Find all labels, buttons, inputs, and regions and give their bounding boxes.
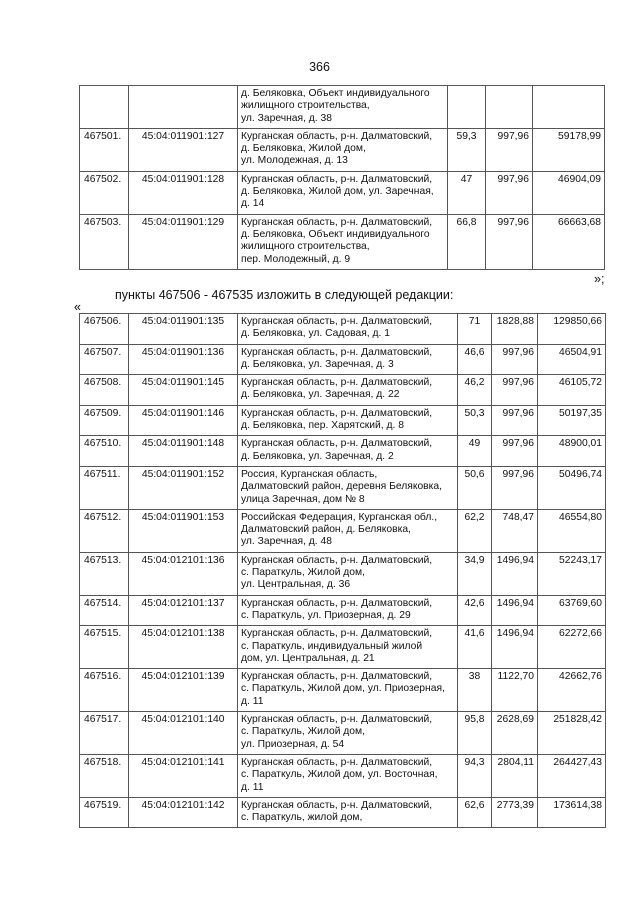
- row-number-cell: 467519.: [80, 797, 129, 828]
- cadastral-number-cell: 45:04:011901:145: [129, 375, 238, 406]
- area-cell: 38: [458, 669, 492, 712]
- area-cell: 71: [458, 314, 492, 345]
- area-cell: 46,2: [458, 375, 492, 406]
- address-cell: Курганская область, р-н. Далматовский, д. Беляковка, ул. Садовая, д. 1: [238, 314, 458, 345]
- address-cell: Курганская область, р-н. Далматовский, д. Беляковка, Объект индивидуального жилищного строительства, пер. Молодежный, д. 9: [238, 214, 448, 269]
- table-row: [80, 86, 605, 129]
- area-cell: [448, 86, 486, 129]
- area-cell: 94,3: [458, 754, 492, 797]
- table-row: [80, 626, 606, 669]
- value-cell: 52243,17: [538, 552, 606, 595]
- address-cell: Курганская область, р-н. Далматовский, д. Беляковка, Жилой дом, ул. Молодежная, д. 13: [238, 128, 448, 171]
- address-cell: Курганская область, р-н. Далматовский, с. Параткуль, Жилой дом, ул. Приозерная, д. 11: [238, 669, 458, 712]
- cadastral-number-cell: 45:04:012101:140: [129, 712, 238, 755]
- area-cell: 59,3: [448, 128, 486, 171]
- table-row: [80, 712, 606, 755]
- value-cell: 46554,80: [538, 509, 606, 552]
- cadastral-number-cell: 45:04:011901:128: [129, 171, 238, 214]
- address-cell: Курганская область, р-н. Далматовский, д. Беляковка, Жилой дом, ул. Заречная, д. 14: [238, 171, 448, 214]
- rate-cell: 997,96: [492, 405, 538, 436]
- rate-cell: 748,47: [492, 509, 538, 552]
- area-cell: 41,6: [458, 626, 492, 669]
- area-cell: 50,6: [458, 466, 492, 509]
- rate-cell: 997,96: [486, 171, 533, 214]
- rate-cell: 997,96: [486, 214, 533, 269]
- cadastral-number-cell: 45:04:012101:137: [129, 595, 238, 626]
- row-number-cell: 467507.: [80, 344, 129, 375]
- rate-cell: 1122,70: [492, 669, 538, 712]
- row-number-cell: 467515.: [80, 626, 129, 669]
- row-number-cell: 467506.: [80, 314, 129, 345]
- rate-cell: 997,96: [492, 466, 538, 509]
- value-cell: [533, 86, 605, 129]
- cadastral-number-cell: 45:04:011901:146: [129, 405, 238, 436]
- table-row: [80, 552, 606, 595]
- table-row: [80, 375, 606, 406]
- rate-cell: 1496,94: [492, 626, 538, 669]
- address-cell: Курганская область, р-н. Далматовский, с. Параткуль, Жилой дом, ул. Восточная, д. 11: [238, 754, 458, 797]
- table-row: [80, 509, 606, 552]
- table-row: [80, 214, 605, 269]
- address-cell: Курганская область, р-н. Далматовский, д. Беляковка, пер. Харятский, д. 8: [238, 405, 458, 436]
- area-cell: 49: [458, 436, 492, 467]
- cadastral-number-cell: 45:04:012101:141: [129, 754, 238, 797]
- row-number-cell: 467514.: [80, 595, 129, 626]
- cadastral-number-cell: 45:04:011901:153: [129, 509, 238, 552]
- area-cell: 46,6: [458, 344, 492, 375]
- value-cell: 251828,42: [538, 712, 606, 755]
- address-cell: д. Беляковка, Объект индивидуального жилищного строительства, ул. Заречная, д. 38: [238, 86, 448, 129]
- table-row: [80, 436, 606, 467]
- address-cell: Россия, Курганская область, Далматовский район, деревня Беляковка, улица Заречная, дом № 8: [238, 466, 458, 509]
- rate-cell: 2628,69: [492, 712, 538, 755]
- instruction-text: пункты 467506 - 467535 изложить в следующей редакции:: [115, 288, 454, 302]
- area-cell: 34,9: [458, 552, 492, 595]
- value-cell: 129850,66: [538, 314, 606, 345]
- value-cell: 264427,43: [538, 754, 606, 797]
- cadastral-number-cell: 45:04:011901:135: [129, 314, 238, 345]
- rate-cell: 1496,94: [492, 552, 538, 595]
- value-cell: 66663,68: [533, 214, 605, 269]
- area-cell: 50,3: [458, 405, 492, 436]
- rate-cell: 997,96: [486, 128, 533, 171]
- table-row: [80, 344, 606, 375]
- cadastral-number-cell: 45:04:012101:138: [129, 626, 238, 669]
- rate-cell: 997,96: [492, 375, 538, 406]
- area-cell: 47: [448, 171, 486, 214]
- row-number-cell: 467510.: [80, 436, 129, 467]
- value-cell: 62272,66: [538, 626, 606, 669]
- value-cell: 173614,38: [538, 797, 606, 828]
- value-cell: 63769,60: [538, 595, 606, 626]
- row-number-cell: 467508.: [80, 375, 129, 406]
- cadastral-number-cell: 45:04:011901:152: [129, 466, 238, 509]
- table-row: [80, 595, 606, 626]
- table-row: [80, 669, 606, 712]
- area-cell: 62,6: [458, 797, 492, 828]
- table-row: [80, 797, 606, 828]
- address-cell: Курганская область, р-н. Далматовский, д. Беляковка, ул. Заречная, д. 2: [238, 436, 458, 467]
- rate-cell: 997,96: [492, 436, 538, 467]
- rate-cell: [486, 86, 533, 129]
- area-cell: 95,8: [458, 712, 492, 755]
- table-row: [80, 314, 606, 345]
- row-number-cell: [80, 86, 129, 129]
- value-cell: 50197,35: [538, 405, 606, 436]
- row-number-cell: 467517.: [80, 712, 129, 755]
- area-cell: 42,6: [458, 595, 492, 626]
- value-cell: 48900,01: [538, 436, 606, 467]
- table-row: [80, 405, 606, 436]
- address-cell: Курганская область, р-н. Далматовский, д. Беляковка, ул. Заречная, д. 22: [238, 375, 458, 406]
- cadastral-number-cell: 45:04:011901:129: [129, 214, 238, 269]
- rate-cell: 2773,39: [492, 797, 538, 828]
- row-number-cell: 467509.: [80, 405, 129, 436]
- area-cell: 66,8: [448, 214, 486, 269]
- area-cell: 62,2: [458, 509, 492, 552]
- row-number-cell: 467513.: [80, 552, 129, 595]
- row-number-cell: 467501.: [80, 128, 129, 171]
- closing-quote-mark: »;: [594, 272, 605, 286]
- rate-cell: 1496,94: [492, 595, 538, 626]
- value-cell: 46504,91: [538, 344, 606, 375]
- property-table-continued: [79, 85, 605, 270]
- row-number-cell: 467518.: [80, 754, 129, 797]
- address-cell: Курганская область, р-н. Далматовский, с. Параткуль, Жилой дом, ул. Центральная, д. 36: [238, 552, 458, 595]
- cadastral-number-cell: 45:04:011901:136: [129, 344, 238, 375]
- address-cell: Курганская область, р-н. Далматовский, с. Параткуль, индивидуальный жилой дом, ул. Центральная, д. 21: [238, 626, 458, 669]
- address-cell: Курганская область, р-н. Далматовский, д. Беляковка, ул. Заречная, д. 3: [238, 344, 458, 375]
- row-number-cell: 467516.: [80, 669, 129, 712]
- cadastral-number-cell: [129, 86, 238, 129]
- row-number-cell: 467503.: [80, 214, 129, 269]
- value-cell: 46904,09: [533, 171, 605, 214]
- rate-cell: 997,96: [492, 344, 538, 375]
- table-row: [80, 466, 606, 509]
- address-cell: Российская Федерация, Курганская обл., Далматовский район, д. Беляковка, ул. Заречная, д. 48: [238, 509, 458, 552]
- address-cell: Курганская область, р-н. Далматовский, с. Параткуль, ул. Приозерная, д. 29: [238, 595, 458, 626]
- rate-cell: 1828,88: [492, 314, 538, 345]
- table-row: [80, 171, 605, 214]
- cadastral-number-cell: 45:04:011901:127: [129, 128, 238, 171]
- opening-quote-mark: «: [74, 300, 81, 314]
- table-row: [80, 754, 606, 797]
- page-number: 366: [309, 60, 330, 74]
- cadastral-number-cell: 45:04:012101:139: [129, 669, 238, 712]
- value-cell: 59178,99: [533, 128, 605, 171]
- address-cell: Курганская область, р-н. Далматовский, с. Параткуль, жилой дом,: [238, 797, 458, 828]
- value-cell: 46105,72: [538, 375, 606, 406]
- value-cell: 50496,74: [538, 466, 606, 509]
- cadastral-number-cell: 45:04:011901:148: [129, 436, 238, 467]
- row-number-cell: 467512.: [80, 509, 129, 552]
- table-row: [80, 128, 605, 171]
- row-number-cell: 467511.: [80, 466, 129, 509]
- rate-cell: 2804,11: [492, 754, 538, 797]
- property-table-new: [79, 313, 606, 828]
- address-cell: Курганская область, р-н. Далматовский, с. Параткуль, Жилой дом, ул. Приозерная, д. 54: [238, 712, 458, 755]
- value-cell: 42662,76: [538, 669, 606, 712]
- row-number-cell: 467502.: [80, 171, 129, 214]
- cadastral-number-cell: 45:04:012101:142: [129, 797, 238, 828]
- cadastral-number-cell: 45:04:012101:136: [129, 552, 238, 595]
